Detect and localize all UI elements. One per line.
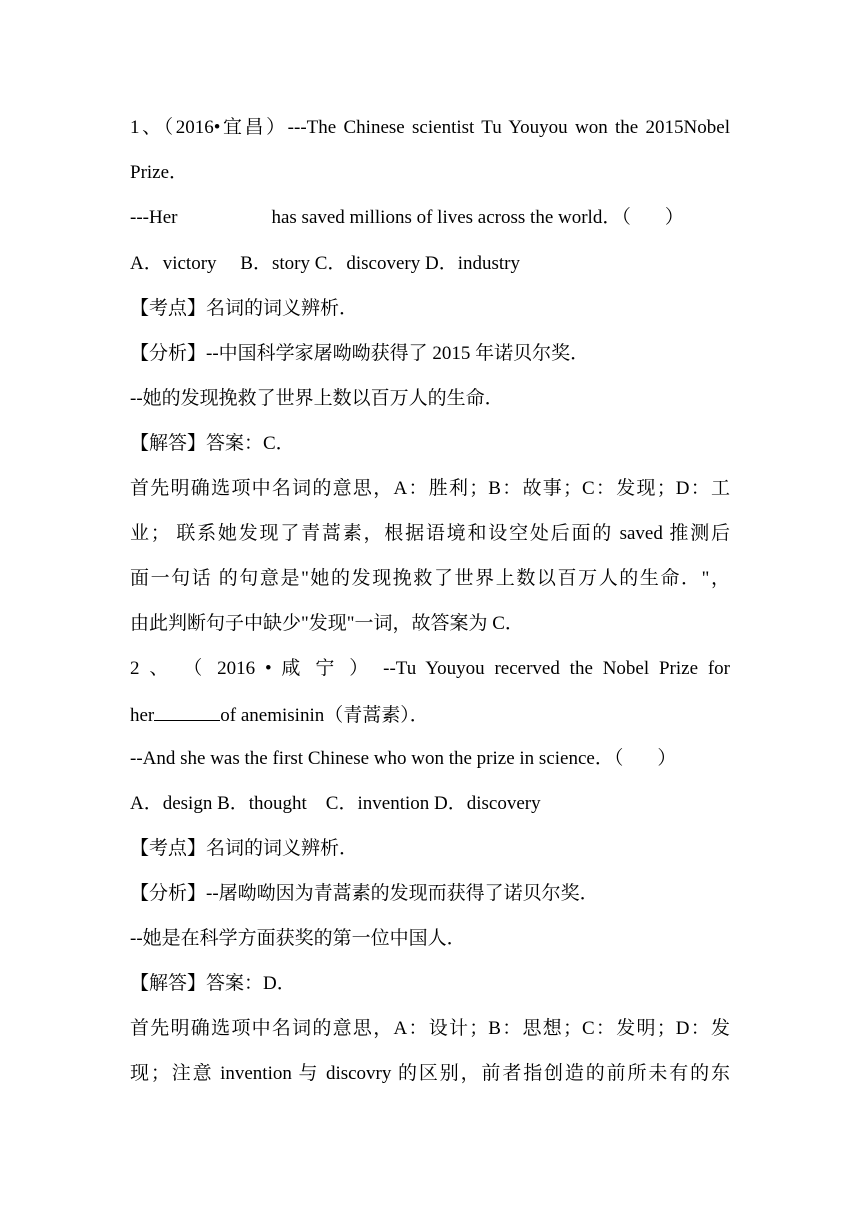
- q1-dialogue-end: has saved millions of lives across the world．（: [271, 207, 631, 228]
- q2-fenxi-2: --她是在科学方面获奖的第一位中国人．: [130, 928, 466, 949]
- q2-jieda: 【解答】答案：D．: [130, 973, 296, 994]
- q2-dialogue-text: --And she was the first Chinese who won the prize in science．（: [130, 748, 624, 769]
- q2-paren-close: ）: [657, 748, 677, 769]
- q1-explanation-2: 业； 联系她发现了青蒿素，根据语境和设空处后面的 saved 推测后: [130, 523, 730, 544]
- q2-stem-line-1: 2 、 （ 2016 • 咸 宁 ） --Tu Youyou recerved the Nobel Prize for: [130, 658, 730, 679]
- q1-jieda: 【解答】答案：C．: [130, 433, 295, 454]
- q2-options: A．design B．thought C．invention D．discovery: [130, 793, 541, 814]
- q1-explanation-3: 面一句话 的句意是"她的发现挽救了世界上数以百万人的生命．"，: [130, 568, 730, 589]
- q1-explanation-4: 由此判断句子中缺少"发现"一词，故答案为 C．: [130, 613, 524, 634]
- q2-explanation-2: 现；注意 invention 与 discovry 的区别，前者指创造的前所未有的东: [130, 1063, 730, 1084]
- q2-kaodian: 【考点】名词的词义辨析．: [130, 838, 359, 859]
- q1-kaodian: 【考点】名词的词义辨析．: [130, 298, 359, 319]
- q2-dialogue-line: [130, 747, 730, 771]
- q1-paren-close: ）: [664, 207, 684, 228]
- q1-fenxi-2: --她的发现挽救了世界上数以百万人的生命．: [130, 388, 504, 409]
- q1-options: A．victory B．story C．discovery D．industry: [130, 253, 521, 274]
- q2-stem-end: of anemisinin（青蒿素）．: [220, 705, 429, 726]
- q2-blank-underline: [154, 702, 220, 721]
- q2-explanation-1: 首先明确选项中名词的意思，A：设计；B：思想；C：发明；D：发: [130, 1018, 730, 1039]
- q2-stem-line-2: [130, 702, 730, 728]
- q1-explanation-1: 首先明确选项中名词的意思，A：胜利；B：故事；C：发现；D：工: [130, 478, 730, 499]
- q1-stem-line-2: Prize．: [130, 162, 189, 183]
- q1-dialogue-start: ---Her: [130, 207, 178, 228]
- q2-stem-start: her: [130, 705, 155, 726]
- q1-dialogue-line: [130, 206, 730, 230]
- q2-fenxi: 【分析】--屠呦呦因为青蒿素的发现而获得了诺贝尔奖．: [130, 883, 599, 904]
- q1-stem-line-1: 1、（2016•宜昌）---The Chinese scientist Tu Youyou won the 2015Nobel: [130, 117, 730, 138]
- q1-fenxi: 【分析】--中国科学家屠呦呦获得了 2015 年诺贝尔奖．: [130, 343, 590, 364]
